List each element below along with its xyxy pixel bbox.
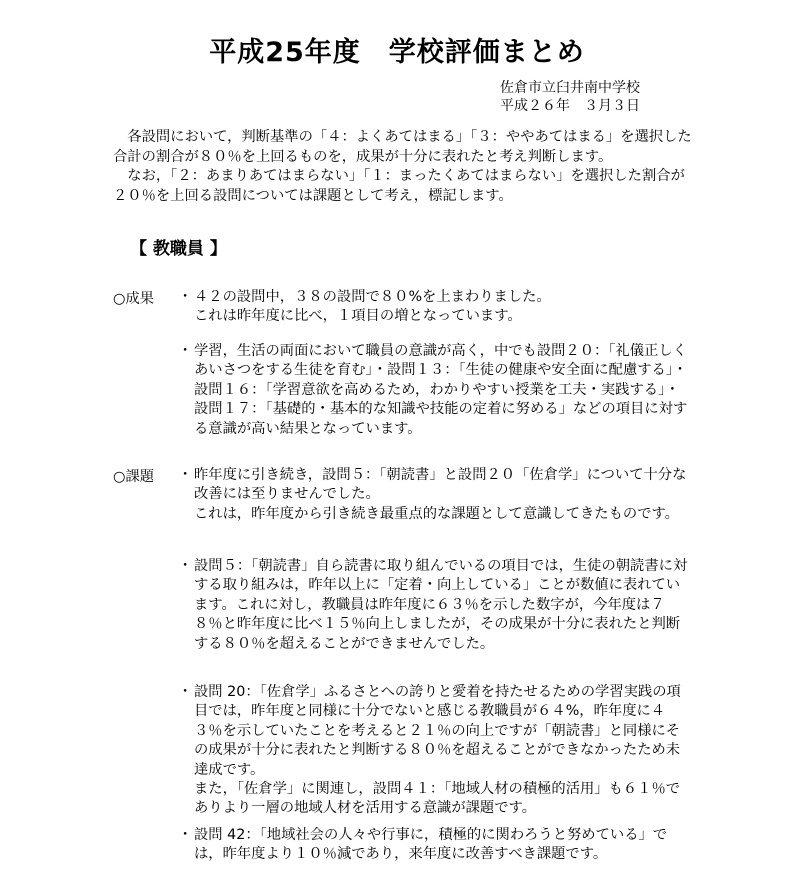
results-label: ○成果 (113, 291, 155, 307)
item-paragraph: また，「佐倉学」に関連し，設問４１：「地域人材の積極的活用」も６１％でありより一層の地域人材を活用する意識が課題です。 (194, 781, 681, 817)
intro-text (113, 128, 693, 206)
intro-paragraph: 各設問において，判断基準の「４：よくあてはまる」「３：ややあてはまる」を選択した合計の割合が８０％を上回るものを，成果が十分に表れたと考え判断します。 (113, 129, 692, 165)
bullet-mark: ・ (178, 558, 193, 574)
issue-item (178, 826, 688, 865)
item-paragraph: 学習，生活の両面において職員の意識が高く，中でも設問２０：「礼儀正しくあいさつをする生徒を育む」・設問１３：「生徒の健康や安全面に配慮する」・設問１６：「学習意欲を高めるため，わかりやすい授業を工夫・実践する」・設問１７：「基礎的・基本的な知識や技能の定着に努める」などの項目に対する意識が高い結果となっています。 (194, 343, 688, 437)
document-date: 平成２６年 ３月３日 (500, 98, 640, 114)
result-item (178, 288, 688, 327)
bullet-mark: ・ (178, 827, 193, 843)
result-item (178, 342, 688, 439)
issue-item (178, 557, 688, 654)
intro-paragraph: なお，「２：あまりあてはまらない」「１：まったくあてはまらない」を選択した割合が２０％を上回る設問については課題として考え，標記します。 (113, 168, 685, 204)
bullet-mark: ・ (178, 289, 193, 305)
item-paragraph: 設問 42：「地域社会の人々や行事に，積極的に関わろうと努めている」では，昨年度より１０％減であり，来年度に改善すべき課題です。 (194, 827, 668, 863)
bullet-mark: ・ (178, 343, 193, 359)
item-paragraph: ４２の設問中，３８の設問で８０%を上まわりました。 (194, 289, 551, 305)
issues-label: ○課題 (113, 469, 155, 485)
bullet-mark: ・ (178, 467, 193, 483)
bullet-mark: ・ (178, 684, 193, 700)
item-paragraph: これは昨年度に比べ，１項目の増となっています。 (194, 308, 522, 325)
item-paragraph: これは，昨年度から引き続き最重点的な課題として意識してきたものです。 (194, 505, 679, 522)
issue-item (178, 466, 688, 524)
section-heading: 【 教職員 】 (130, 239, 227, 259)
school-name: 佐倉市立臼井南中学校 (500, 80, 640, 96)
item-paragraph: 昨年度に引き続き，設問５：「朝読書」と設問２０「佐倉学」について十分な改善には至りませんでした。 (194, 467, 687, 503)
page-title: 平成25年度 学校評価まとめ (209, 37, 585, 68)
item-paragraph: 設問５：「朝読書」自ら読書に取り組んでいるの項目では，生徒の朝読書に対する取り組みは，昨年以上に「定着・向上している」ことが数値に表れています。これに対し，教職員は昨年度に６３％を示した数字が，今年度は７８％と昨年度に比べ１５％向上しましたが，その成果が十分に表れたと判断する８０％を超えることができませんでした。 (194, 558, 688, 652)
item-paragraph: 設問 20：「佐倉学」ふるさとへの誇りと愛着を持たせるための学習実践の項目では，昨年度と同様に十分でないと感じる教職員が６４%，昨年度に４３％を示していたことを考えると２１％の向上ですが「朝読書」と同様にその成果が十分に表れたと判断する８０％を超えることができなかったため未達成です。 (194, 684, 681, 778)
issue-item (178, 683, 688, 819)
